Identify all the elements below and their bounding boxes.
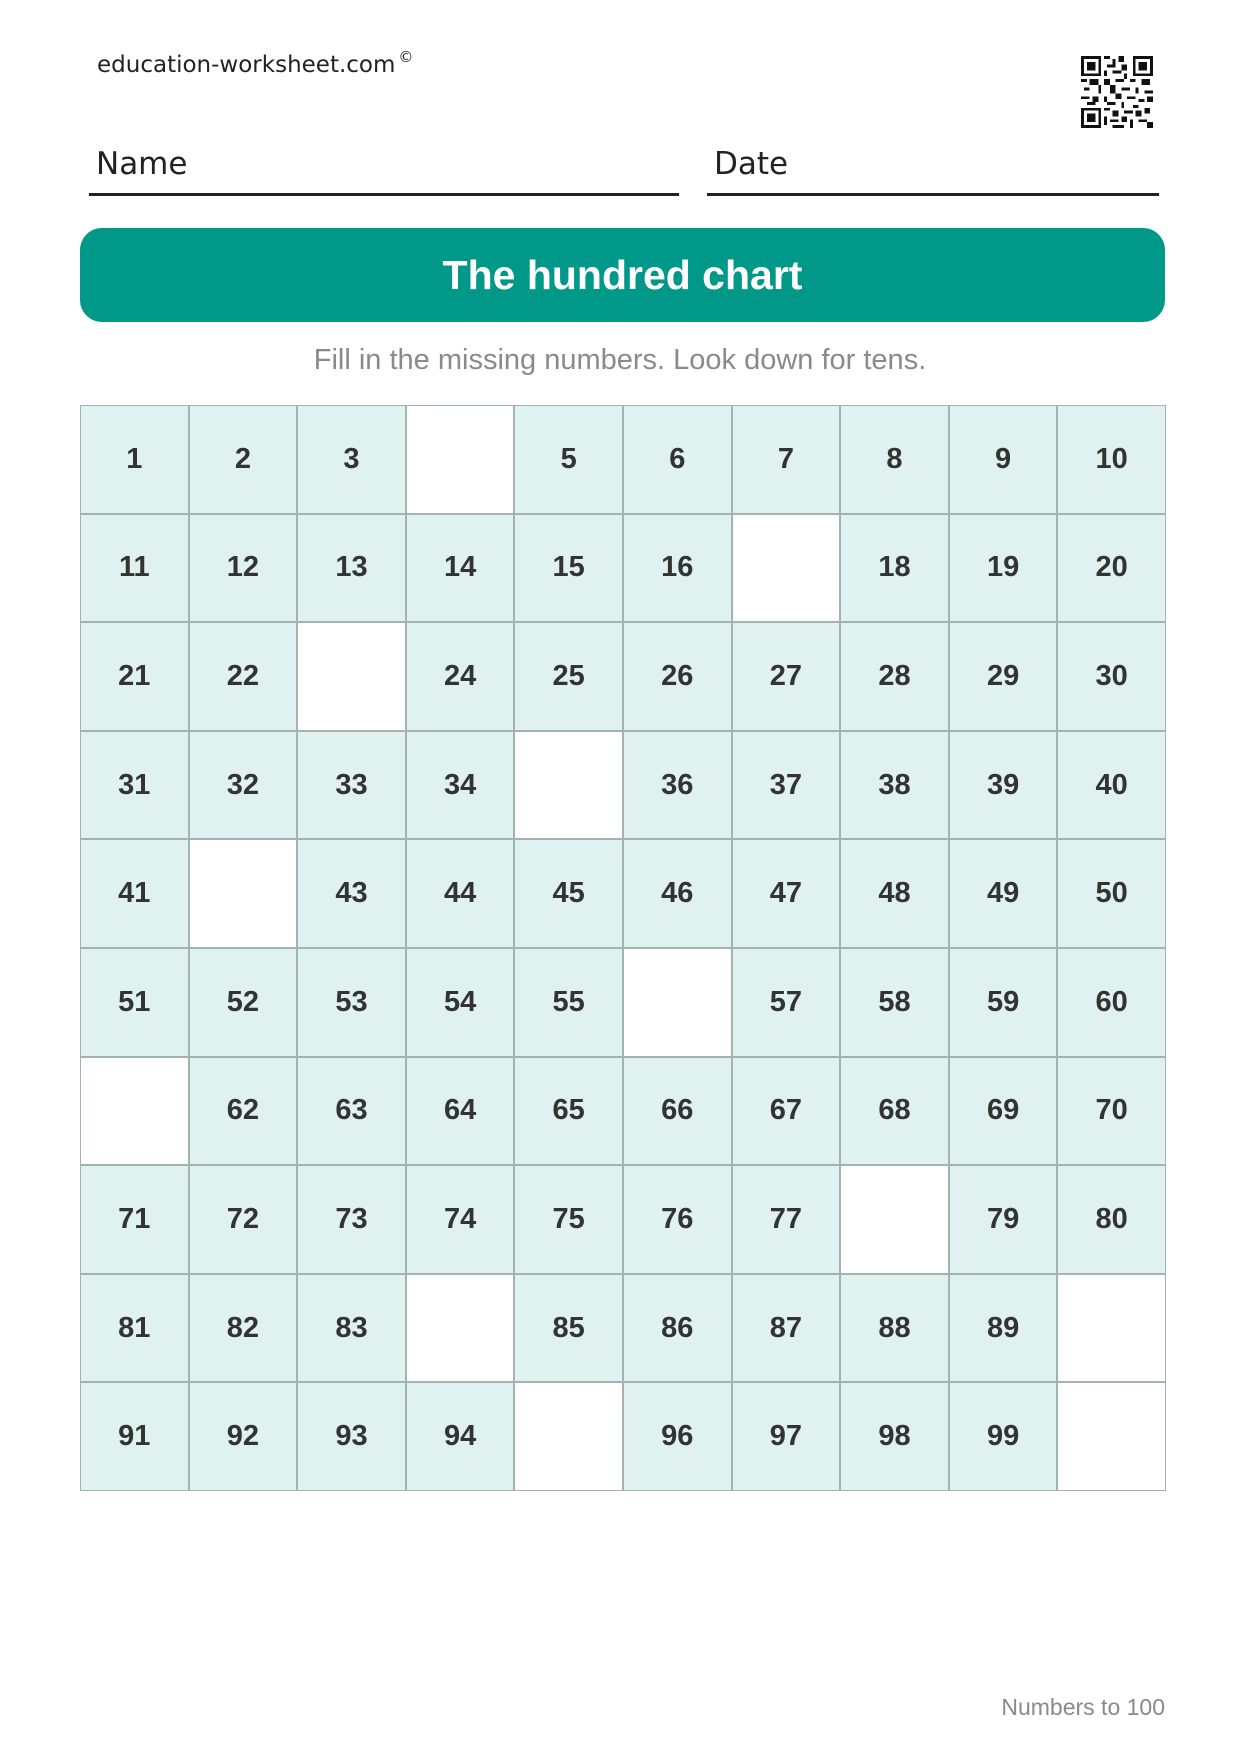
instructions: Fill in the missing numbers. Look down for tens. (313, 344, 927, 376)
number-cell: 79 (950, 1166, 1057, 1273)
number-cell: 94 (407, 1383, 514, 1490)
number-cell: 47 (733, 840, 840, 947)
number-cell: 10 (1058, 406, 1165, 513)
number-cell: 24 (407, 623, 514, 730)
number-cell: 2 (190, 406, 297, 513)
number-cell: 30 (1058, 623, 1165, 730)
number-cell: 75 (515, 1166, 622, 1273)
number-cell: 81 (81, 1275, 188, 1382)
date-field[interactable] (707, 140, 1159, 196)
number-cell: 34 (407, 732, 514, 839)
number-cell: 76 (624, 1166, 731, 1273)
number-cell: 85 (515, 1275, 622, 1382)
number-cell: 6 (624, 406, 731, 513)
qr-code-icon (1081, 56, 1153, 128)
number-cell: 7 (733, 406, 840, 513)
number-cell: 86 (624, 1275, 731, 1382)
number-cell: 46 (624, 840, 731, 947)
number-cell: 59 (950, 949, 1057, 1056)
number-cell: 11 (81, 515, 188, 622)
number-cell: 5 (515, 406, 622, 513)
number-cell: 1 (81, 406, 188, 513)
number-cell: 58 (841, 949, 948, 1056)
date-label: Date (714, 146, 789, 182)
copyright-mark: © (398, 48, 414, 66)
number-cell: 21 (81, 623, 188, 730)
brand-text: education-worksheet.com (97, 52, 396, 78)
blank-cell[interactable] (515, 732, 622, 839)
number-cell: 80 (1058, 1166, 1165, 1273)
number-cell: 51 (81, 949, 188, 1056)
blank-cell[interactable] (1058, 1383, 1165, 1490)
blank-cell[interactable] (733, 515, 840, 622)
number-cell: 68 (841, 1058, 948, 1165)
blank-cell[interactable] (624, 949, 731, 1056)
number-cell: 89 (950, 1275, 1057, 1382)
name-field[interactable] (89, 140, 679, 196)
blank-cell[interactable] (298, 623, 405, 730)
number-cell: 69 (950, 1058, 1057, 1165)
number-cell: 13 (298, 515, 405, 622)
blank-cell[interactable] (515, 1383, 622, 1490)
number-cell: 66 (624, 1058, 731, 1165)
number-cell: 44 (407, 840, 514, 947)
number-cell: 22 (190, 623, 297, 730)
number-cell: 88 (841, 1275, 948, 1382)
number-cell: 52 (190, 949, 297, 1056)
number-cell: 39 (950, 732, 1057, 839)
number-cell: 91 (81, 1383, 188, 1490)
number-cell: 9 (950, 406, 1057, 513)
number-cell: 96 (624, 1383, 731, 1490)
number-cell: 43 (298, 840, 405, 947)
blank-cell[interactable] (841, 1166, 948, 1273)
page-title: The hundred chart (442, 251, 803, 298)
number-cell: 72 (190, 1166, 297, 1273)
number-cell: 74 (407, 1166, 514, 1273)
number-cell: 28 (841, 623, 948, 730)
hundred-chart-grid (80, 405, 1166, 1491)
number-cell: 54 (407, 949, 514, 1056)
number-cell: 62 (190, 1058, 297, 1165)
number-cell: 65 (515, 1058, 622, 1165)
name-label: Name (96, 146, 188, 182)
number-cell: 29 (950, 623, 1057, 730)
number-cell: 99 (950, 1383, 1057, 1490)
number-cell: 60 (1058, 949, 1165, 1056)
number-cell: 38 (841, 732, 948, 839)
number-cell: 82 (190, 1275, 297, 1382)
number-cell: 18 (841, 515, 948, 622)
number-cell: 55 (515, 949, 622, 1056)
number-cell: 49 (950, 840, 1057, 947)
number-cell: 50 (1058, 840, 1165, 947)
number-cell: 53 (298, 949, 405, 1056)
blank-cell[interactable] (1058, 1275, 1165, 1382)
number-cell: 70 (1058, 1058, 1165, 1165)
number-cell: 87 (733, 1275, 840, 1382)
number-cell: 37 (733, 732, 840, 839)
number-cell: 93 (298, 1383, 405, 1490)
blank-cell[interactable] (190, 840, 297, 947)
number-cell: 15 (515, 515, 622, 622)
number-cell: 97 (733, 1383, 840, 1490)
number-cell: 77 (733, 1166, 840, 1273)
number-cell: 48 (841, 840, 948, 947)
number-cell: 26 (624, 623, 731, 730)
number-cell: 32 (190, 732, 297, 839)
number-cell: 31 (81, 732, 188, 839)
number-cell: 3 (298, 406, 405, 513)
title-banner (80, 228, 1165, 322)
number-cell: 36 (624, 732, 731, 839)
number-cell: 40 (1058, 732, 1165, 839)
number-cell: 19 (950, 515, 1057, 622)
number-cell: 57 (733, 949, 840, 1056)
blank-cell[interactable] (407, 406, 514, 513)
number-cell: 83 (298, 1275, 405, 1382)
number-cell: 8 (841, 406, 948, 513)
number-cell: 63 (298, 1058, 405, 1165)
number-cell: 98 (841, 1383, 948, 1490)
number-cell: 16 (624, 515, 731, 622)
number-cell: 25 (515, 623, 622, 730)
number-cell: 41 (81, 840, 188, 947)
number-cell: 20 (1058, 515, 1165, 622)
number-cell: 45 (515, 840, 622, 947)
footer-label: Numbers to 100 (1001, 1694, 1165, 1720)
number-cell: 27 (733, 623, 840, 730)
number-cell: 12 (190, 515, 297, 622)
number-cell: 64 (407, 1058, 514, 1165)
number-cell: 14 (407, 515, 514, 622)
number-cell: 92 (190, 1383, 297, 1490)
number-cell: 71 (81, 1166, 188, 1273)
blank-cell[interactable] (81, 1058, 188, 1165)
blank-cell[interactable] (407, 1275, 514, 1382)
number-cell: 73 (298, 1166, 405, 1273)
number-cell: 33 (298, 732, 405, 839)
site-brand (97, 48, 413, 78)
number-cell: 67 (733, 1058, 840, 1165)
